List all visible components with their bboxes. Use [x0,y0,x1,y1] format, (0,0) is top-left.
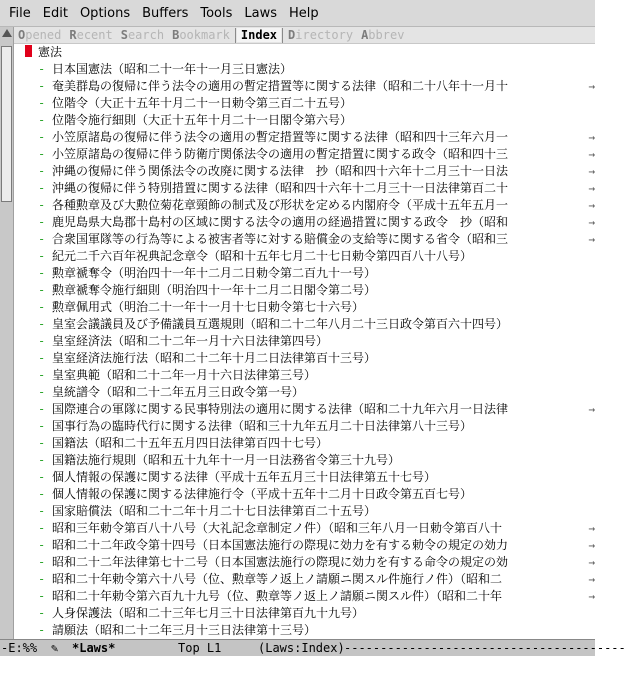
tree-branch-dash: - [38,385,46,399]
law-list-item[interactable] [14,418,595,435]
law-list-item[interactable] [14,129,595,146]
line-continuation-icon: → [588,80,595,93]
tree-branch-dash: - [38,572,46,586]
tree-branch-dash: - [38,453,46,467]
law-title: 皇室会議議員及び予備議員互選規則（昭和二十二年八月二十三日政令第百六十四号） [52,317,509,331]
law-list-item[interactable] [14,554,595,571]
tab-label: irectory [295,28,354,42]
tab-search[interactable] [117,28,168,42]
law-list-item[interactable] [14,486,595,503]
law-title: 皇統譜令（昭和二十二年五月三日政令第一号） [52,385,305,399]
mode-line [0,639,626,656]
law-title: 人身保護法（昭和二十三年七月三十日法律第百九十九号） [52,606,365,620]
law-list-item[interactable] [14,435,595,452]
modeline-status: -E:%% [1,641,38,655]
tab-label: ookmark [179,28,230,42]
tree-branch-dash: - [38,589,46,603]
law-list-item[interactable] [14,163,595,180]
law-title: 勲章佩用式（明治二十一年十一月十七日勅令第七十六号） [52,300,365,314]
law-list-item[interactable] [14,333,595,350]
law-list-item[interactable] [14,469,595,486]
law-list-item[interactable] [14,537,595,554]
line-continuation-icon: → [588,573,595,586]
tab-abbrev[interactable] [357,28,408,42]
law-list-item[interactable] [14,78,595,95]
law-list-item[interactable] [14,571,595,588]
law-title: 小笠原諸島の復帰に伴う防衛庁関係法令の適用の暫定措置に関する政令（昭和四十三 [52,147,509,161]
law-title: 小笠原諸島の復帰に伴う法令の適用の暫定措置等に関する法律（昭和四十三年六月一 [52,130,509,144]
tree-branch-dash: - [38,402,46,416]
law-title: 国事行為の臨時代行に関する法律（昭和三十九年五月二十日法律第八十三号） [52,419,473,433]
law-list-item[interactable] [14,452,595,469]
tree-branch-dash: - [38,113,46,127]
tree-branch-dash: - [38,521,46,535]
law-list-item[interactable] [14,61,595,78]
law-title: 請願法（昭和二十二年三月十三日法律第十三号） [52,623,317,637]
tree-branch-dash: - [38,283,46,297]
tree-root[interactable] [14,44,595,61]
tree-branch-dash: - [38,96,46,110]
law-list-item[interactable] [14,265,595,282]
tree-root-label: 憲法 [38,45,63,59]
tree-branch-dash: - [38,623,46,637]
law-title: 個人情報の保護に関する法律施行令（平成十五年十二月十日政令第五百七号） [52,487,473,501]
law-title: 勲章褫奪令施行細則（明治四十一年十二月二日閣令第二号） [52,283,377,297]
modeline-buffer-name: *Laws* [72,641,116,655]
tree-branch-dash: - [38,555,46,569]
tab-hotkey: I [240,28,249,42]
law-title: 昭和二十年勅令第六百九十九号（位、勲章等ノ返上ノ請願ニ関スル件）（昭和二十年 [52,589,503,603]
tab-hotkey: B [172,28,180,42]
law-title: 奄美群島の復帰に伴う法令の適用の暫定措置等に関する法律（昭和二十八年十一月十 [52,79,509,93]
tree-branch-dash: - [38,164,46,178]
tab-bar [14,27,595,44]
law-list-item[interactable] [14,112,595,129]
tab-label: pened [25,28,62,42]
tab-hotkey: S [120,28,128,42]
law-list-item[interactable] [14,299,595,316]
modeline-fill: --------------------------------------- [344,641,626,655]
law-title: 合衆国軍隊等の行為等による被害者等に対する賠償金の支給等に関する省令（昭和三 [52,232,509,246]
law-list-item[interactable] [14,503,595,520]
tab-hotkey: R [69,28,77,42]
law-title: 沖縄の復帰に伴う関係法令の改廃に関する法律 抄（昭和四十六年十二月三十一日法 [52,164,509,178]
tree-branch-dash: - [38,419,46,433]
tab-label: ndex [248,28,278,42]
law-list-item[interactable] [14,350,595,367]
tree-branch-dash: - [38,215,46,229]
law-title: 国籍法施行規則（昭和五十九年十一月一日法務省令第三十九号） [52,453,401,467]
law-list-item[interactable] [14,231,595,248]
law-title: 昭和二十年勅令第六十八号（位、勲章等ノ返上ノ請願ニ関スル件施行ノ件）（昭和二 [52,572,503,586]
law-list-item[interactable] [14,214,595,231]
tree-branch-dash: - [38,62,46,76]
modeline-position: Top L1 [178,641,222,655]
menu-options[interactable]: Options [79,5,131,21]
modeline-file-icon: ✎ [51,641,59,655]
cursor-marker [25,45,32,57]
menu-laws[interactable]: Laws [244,5,278,21]
line-continuation-icon: → [588,403,595,416]
menu-tools[interactable]: Tools [200,5,233,21]
law-title: 皇室経済法（昭和二十二年一月十六日法律第四号） [52,334,329,348]
menu-edit[interactable]: Edit [42,5,68,21]
law-title: 勲章褫奪令（明治四十一年十二月二日勅令第二百九十一号） [52,266,377,280]
tree-branch-dash: - [38,334,46,348]
scroll-up-arrow-icon[interactable] [2,29,12,37]
law-title: 鹿児島県大島郡十島村の区域に関する法令の適用の経過措置に関する政令 抄（昭和 [52,215,509,229]
tree-branch-dash: - [38,368,46,382]
tree-branch-dash: - [38,79,46,93]
menu-buffers[interactable]: Buffers [142,5,189,21]
law-list-item[interactable] [14,282,595,299]
tree-branch-dash: - [38,181,46,195]
tree-branch-dash: - [38,130,46,144]
tab-hotkey: D [288,28,296,42]
tab-label: ecent [76,28,113,42]
law-list-item[interactable] [14,95,595,112]
tab-directory[interactable] [284,28,357,42]
tree-branch-dash: - [38,436,46,450]
law-title: 位階令（大正十五年十月二十一日勅令第三百二十五号） [52,96,353,110]
tab-label: bbrev [368,28,405,42]
scroll-thumb[interactable] [1,46,12,202]
law-title: 国際連合の軍隊に関する民事特別法の適用に関する法律（昭和二十九年六月一日法律 [52,402,509,416]
law-list-item[interactable] [14,605,595,622]
law-list-item[interactable] [14,622,595,639]
line-continuation-icon: → [588,165,595,178]
law-title: 昭和三年勅令第百八十八号（大礼記念章制定ノ件）（昭和三年八月一日勅令第百八十 [52,521,503,535]
law-list-item[interactable] [14,146,595,163]
law-title: 位階令施行細則（大正十五年十月二十一日閣令第六号） [52,113,353,127]
tree-branch-dash: - [38,470,46,484]
tree-branch-dash: - [38,317,46,331]
law-title: 国家賠償法（昭和二十二年十月二十七日法律第百二十五号） [52,504,377,518]
tree-branch-dash: - [38,504,46,518]
law-title: 国籍法（昭和二十五年五月四日法律第百四十七号） [52,436,329,450]
line-continuation-icon: → [588,182,595,195]
law-title: 皇室典範（昭和二十二年一月十六日法律第三号） [52,368,317,382]
tree-branch-dash: - [38,351,46,365]
law-title: 日本国憲法（昭和二十一年十一月三日憲法） [52,62,293,76]
line-continuation-icon: → [588,148,595,161]
menu-file[interactable]: File [9,5,31,21]
tree-branch-dash: - [38,538,46,552]
line-continuation-icon: → [588,539,595,552]
law-list-item[interactable] [14,401,595,418]
line-continuation-icon: → [588,233,595,246]
law-title: 個人情報の保護に関する法律（平成十五年五月三十日法律第五十七号） [52,470,437,484]
tab-recent[interactable] [65,28,116,42]
tab-separator [235,28,236,43]
law-title: 沖縄の復帰に伴う特別措置に関する法律（昭和四十六年十二月三十一日法律第百二十 [52,181,509,195]
echo-area [0,656,595,673]
tree-branch-dash: - [38,232,46,246]
tree-branch-dash: - [38,487,46,501]
line-continuation-icon: → [588,131,595,144]
law-list-item[interactable] [14,384,595,401]
law-title: 各種勲章及び大勲位菊花章頸飾の制式及び形状を定める内閣府令（平成十五年五月一 [52,198,509,212]
tab-hotkey: O [18,28,26,42]
law-title: 皇室経済法施行法（昭和二十二年十月二日法律第百十三号） [52,351,377,365]
tree-branch-dash: - [38,249,46,263]
tab-separator [282,28,283,43]
tree-branch-dash: - [38,606,46,620]
law-list-item[interactable] [14,197,595,214]
law-list-item[interactable] [14,316,595,333]
tree-branch-dash: - [38,147,46,161]
tree-branch-dash: - [38,300,46,314]
law-title: 紀元二千六百年祝典記念章令（昭和十五年七月二十七日勅令第四百八十八号） [52,249,473,263]
line-continuation-icon: → [588,216,595,229]
index-buffer [14,44,595,639]
tab-opened[interactable] [14,28,65,42]
tab-label: earch [127,28,165,42]
tree-branch-dash: - [38,198,46,212]
line-continuation-icon: → [588,590,595,603]
vertical-scrollbar[interactable] [0,27,14,639]
menu-bar [0,0,595,27]
line-continuation-icon: → [588,556,595,569]
modeline-mode: (Laws:Index) [258,641,345,655]
tab-index[interactable] [237,28,281,42]
tree-branch-dash: - [38,266,46,280]
law-list-item[interactable] [14,180,595,197]
law-list-item[interactable] [14,248,595,265]
law-title: 昭和二十二年政令第十四号（日本国憲法施行の際現に効力を有する勅令の規定の効力 [52,538,509,552]
line-continuation-icon: → [588,199,595,212]
law-list-item[interactable] [14,367,595,384]
law-title: 昭和二十二年法律第七十二号（日本国憲法施行の際現に効力を有する命令の規定の効 [52,555,509,569]
law-list-item[interactable] [14,588,595,605]
line-continuation-icon: → [588,522,595,535]
tab-bookmark[interactable] [168,28,234,42]
law-list-item[interactable] [14,520,595,537]
tab-hotkey: A [361,28,369,42]
menu-help[interactable]: Help [289,5,319,21]
